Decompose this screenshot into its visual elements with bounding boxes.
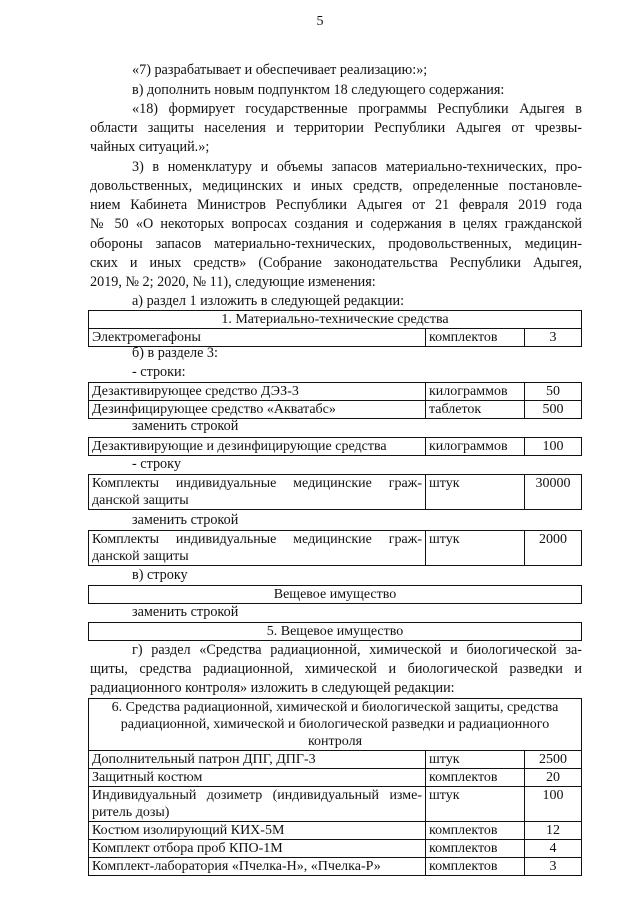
- table-row: [89, 822, 582, 840]
- table-cell-name: Электромегафоны: [89, 329, 426, 347]
- table-cell-name: Комплект-лаборатория «Пчелка-Н», «Пчелка-Р»: [89, 858, 426, 876]
- text-line: № 50 «О некоторых вопросах создания и содержания в целях гражданской: [90, 216, 582, 232]
- text-line: б) в разделе 3:: [132, 345, 218, 361]
- cell-text: Комплекты индивидуальные медицинские граж-: [92, 532, 422, 547]
- table-header: Вещевое имущество: [89, 586, 582, 604]
- text-line: 3) в номенклатуру и объемы запасов материально-технических, про-: [132, 159, 582, 175]
- table-cell-qty: 4: [525, 840, 582, 858]
- header-line: контроля: [307, 734, 363, 749]
- page-number: 5: [316, 14, 324, 29]
- text-line: заменить строкой: [132, 604, 239, 620]
- replacement-row-table: [88, 530, 582, 566]
- table-cell-name: Защитный костюм: [89, 769, 426, 787]
- table-cell-unit: штук: [426, 787, 525, 822]
- table-cell-unit: таблеток: [426, 401, 525, 419]
- text-line: - строки:: [132, 364, 186, 380]
- table-cell-unit: комплектов: [426, 329, 525, 347]
- cell-text: данской защиты: [92, 549, 189, 564]
- table-row: [89, 840, 582, 858]
- text-line: в) дополнить новым подпунктом 18 следующего содержания:: [132, 82, 505, 98]
- table-cell-name: [89, 787, 426, 822]
- header-line: 6. Средства радиационной, химической и биологической защиты, средства: [111, 700, 559, 715]
- cell-text: данской защиты: [92, 493, 189, 508]
- cell-text: Комплекты индивидуальные медицинские граж-: [92, 476, 422, 491]
- text-line: ских и иных средств» (Собрание законодательства Республики Адыгея,: [90, 255, 582, 271]
- table-cell-name: [89, 475, 426, 510]
- table-cell-name: Дезактивирующее средство ДЭЗ-3: [89, 383, 426, 401]
- table-cell-qty: 30000: [525, 475, 582, 510]
- row-to-replace-table: [88, 585, 582, 604]
- table-row: [89, 787, 582, 822]
- table-header: [89, 699, 582, 751]
- table-cell-unit: штук: [426, 751, 525, 769]
- table-header: 5. Вещевое имущество: [89, 623, 582, 641]
- table-cell-unit: килограммов: [426, 438, 525, 456]
- text-line: чайных ситуаций.»;: [90, 139, 210, 155]
- table-cell-qty: 100: [525, 438, 582, 456]
- text-line: 2019, № 2; 2020, № 11), следующие изменения:: [90, 274, 376, 290]
- table-header: 1. Материально-технические средства: [89, 311, 582, 329]
- replacement-row-table: [88, 437, 582, 456]
- rows-to-replace-table: [88, 382, 582, 419]
- text-line: - строку: [132, 456, 181, 472]
- text-line: щиты, средства радиационной, химической и биологической разведки и: [90, 661, 582, 677]
- table-cell-qty: 12: [525, 822, 582, 840]
- row-to-replace-table: [88, 474, 582, 510]
- table-cell-name: Дезинфицирующее средство «Акватабс»: [89, 401, 426, 419]
- cell-text: Индивидуальный дозиметр (индивидуальный изме-: [92, 788, 422, 803]
- text-line: нием Кабинета Министров Республики Адыгея от 21 февраля 2019 года: [90, 197, 582, 213]
- table-cell-qty: 50: [525, 383, 582, 401]
- table-cell-unit: штук: [426, 531, 525, 566]
- text-line: довольственных, медицинских и иных средств, определенные постановле-: [90, 178, 582, 194]
- text-line: «18) формирует государственные программы Республики Адыгея в: [132, 101, 582, 117]
- table-cell-qty: 3: [525, 858, 582, 876]
- text-line: обороны запасов материально-технических, продовольственных, медицин-: [90, 236, 582, 252]
- text-line: заменить строкой: [132, 512, 239, 528]
- table-cell-unit: комплектов: [426, 769, 525, 787]
- table-cell-unit: килограммов: [426, 383, 525, 401]
- table-cell-name: [89, 531, 426, 566]
- table-row: [89, 858, 582, 876]
- text-line: «7) разрабатывает и обеспечивает реализацию:»;: [132, 62, 428, 78]
- text-line: в) строку: [132, 567, 188, 583]
- table-cell-name: Дополнительный патрон ДПГ, ДПГ-3: [89, 751, 426, 769]
- text-line: г) раздел «Средства радиационной, химической и биологической за-: [132, 642, 582, 658]
- table-cell-unit: комплектов: [426, 858, 525, 876]
- table-cell-name: Дезактивирующие и дезинфицирующие средства: [89, 438, 426, 456]
- text-line: области защиты населения и территории Республики Адыгея от чрезвы-: [90, 120, 582, 136]
- section6-table: [88, 698, 582, 876]
- header-line: радиационной, химической и биологической разведки и радиационного: [120, 717, 550, 732]
- table-row: [89, 769, 582, 787]
- cell-text: ритель дозы): [92, 805, 170, 820]
- table-cell-qty: 2500: [525, 751, 582, 769]
- table-cell-qty: 20: [525, 769, 582, 787]
- text-line: а) раздел 1 изложить в следующей редакции:: [132, 293, 405, 309]
- table-row: [89, 751, 582, 769]
- table-cell-unit: штук: [426, 475, 525, 510]
- table-cell-qty: 100: [525, 787, 582, 822]
- replacement-row-table: [88, 622, 582, 641]
- table-cell-unit: комплектов: [426, 840, 525, 858]
- text-line: радиационного контроля» изложить в следующей редакции:: [90, 680, 455, 696]
- table-cell-name: Комплект отбора проб КПО-1М: [89, 840, 426, 858]
- table-cell-name: Костюм изолирующий КИХ-5М: [89, 822, 426, 840]
- table-cell-qty: 2000: [525, 531, 582, 566]
- text-line: заменить строкой: [132, 418, 239, 434]
- table-cell-unit: комплектов: [426, 822, 525, 840]
- section1-table: [88, 310, 582, 347]
- table-cell-qty: 3: [525, 329, 582, 347]
- table-cell-qty: 500: [525, 401, 582, 419]
